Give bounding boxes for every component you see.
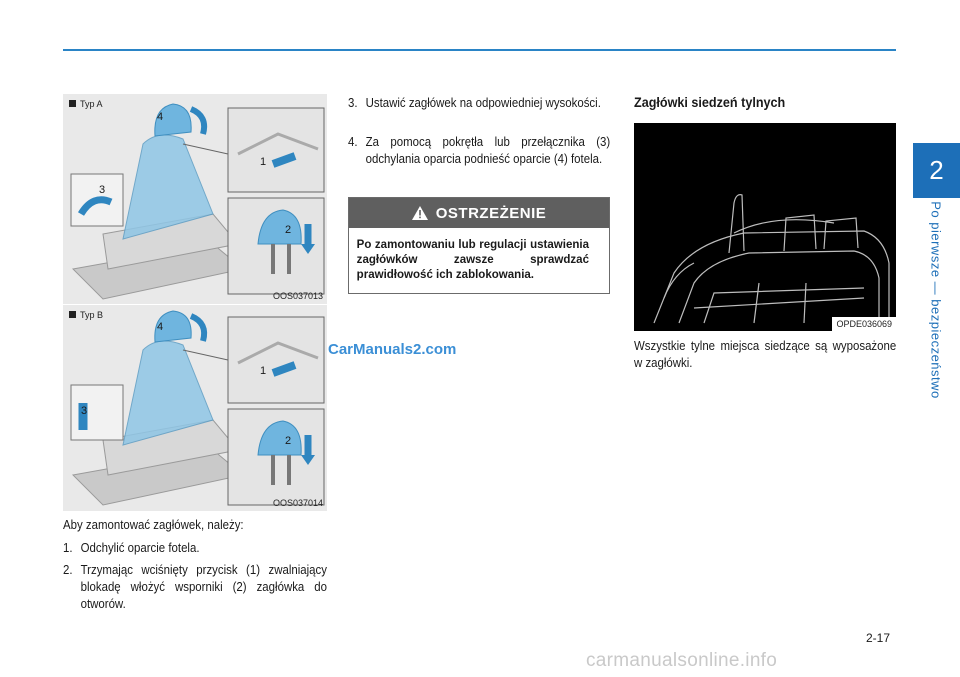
warning-title: OSTRZEŻENIE [435,204,547,222]
step-4: 4. Za pomocą pokrętła lub przełącznika (3) odchylania oparcia podnieść oparcie (4) fotela. [348,134,611,166]
footer-watermark[interactable]: carmanualsonline.info [586,650,778,671]
figure-rear-seats [634,123,896,331]
figure-type-label: Typ A [69,99,103,109]
figure-code: OOS037013 [272,291,323,301]
callout-1: 1 [260,365,267,377]
figure-code: OOS037014 [272,498,323,508]
warning-box [348,197,610,294]
section-heading: Zagłówki siedzeń tylnych [634,94,786,110]
header-rule [63,49,896,51]
figure-code: OPDE036069 [832,317,896,331]
step-2: 2. Trzymając wciśnięty przycisk (1) zwalniający blokadę włożyć wsporniki (2) zagłówka do otworów. [63,562,327,611]
figure-type-a [63,94,327,304]
warning-icon [412,206,428,220]
figure-type-label: Typ B [69,310,103,320]
callout-1: 1 [260,156,267,168]
callout-3: 3 [81,405,88,417]
callout-4: 4 [157,111,164,123]
chapter-title: Po pierwsze — bezpieczeństwo [928,201,944,399]
seat-illustration-b [63,305,327,511]
rear-seats-illustration [634,123,896,331]
figure-type-b [63,305,327,511]
callout-4: 4 [157,321,164,333]
callout-3: 3 [99,184,106,196]
chapter-tab[interactable]: 2 [913,143,960,198]
page-number: 2-17 [866,631,891,645]
step-1: 1. Odchylić oparcie fotela. [63,540,200,555]
seat-illustration-a [63,94,327,304]
warning-text: Po zamontowaniu lub regulacji ustawienia zagłówków zawsze sprawdzać prawidłowość ich zablokowania. [356,237,589,281]
site-watermark[interactable]: CarManuals2.com [328,341,457,358]
callout-2: 2 [285,435,292,447]
intro-text: Aby zamontować zagłówek, należy: [63,517,244,532]
body-text: Wszystkie tylne miejsca siedzące są wyposażone w zagłówki. [634,338,897,370]
warning-header [349,198,609,228]
step-3: 3. Ustawić zagłówek na odpowiedniej wysokości. [348,95,601,110]
callout-2: 2 [285,224,292,236]
